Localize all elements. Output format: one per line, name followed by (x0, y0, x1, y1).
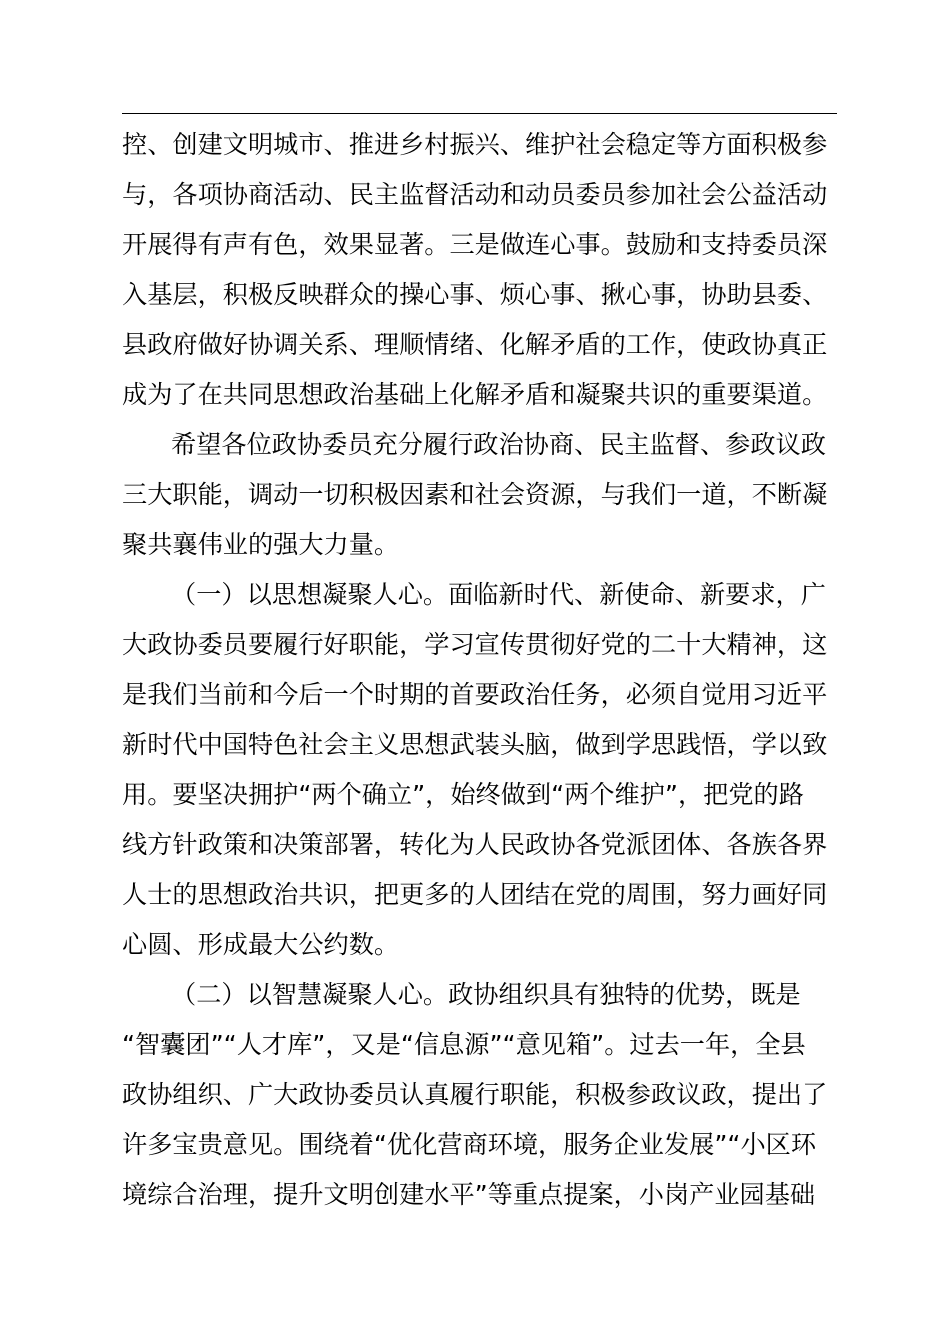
text-line: 境综合治理，提升文明创建水平”等重点提案，小岗产业园基础 (122, 1180, 816, 1209)
text-line: “智囊团”“人才库”，又是“信息源”“意见箱”。过去一年，全县 (122, 1030, 806, 1059)
text-line: 成为了在共同思想政治基础上化解矛盾和凝聚共识的重要渠道。 (122, 380, 828, 409)
text-line: 入基层，积极反映群众的操心事、烦心事、揪心事，协助县委、 (122, 280, 828, 309)
text-line: 新时代中国特色社会主义思想武装头脑，做到学思践悟，学以致 (122, 730, 828, 759)
text-line: 县政府做好协调关系、理顺情绪、化解矛盾的工作，使政协真正 (122, 330, 828, 359)
text-line: 许多宝贵意见。围绕着“优化营商环境，服务企业发展”“小区环 (122, 1130, 817, 1159)
text-line: 人士的思想政治共识，把更多的人团结在党的周围，努力画好同 (122, 880, 828, 909)
text-line: 大政协委员要履行好职能，学习宣传贯彻好党的二十大精神，这 (122, 630, 828, 659)
text-line: 用。要坚决拥护“两个确立”，始终做到“两个维护”，把党的路 (122, 780, 804, 809)
text-line: 控、创建文明城市、推进乡村振兴、维护社会稳定等方面积极参 (122, 130, 828, 159)
text-line: 开展得有声有色，效果显著。三是做连心事。鼓励和支持委员深 (122, 230, 828, 259)
text-line: 线方针政策和决策部署，转化为人民政协各党派团体、各族各界 (122, 830, 828, 859)
paragraph-start-line: 希望各位政协委员充分履行政治协商、民主监督、参政议政 (171, 430, 826, 459)
text-line: 是我们当前和今后一个时期的首要政治任务，必须自觉用习近平 (122, 680, 828, 709)
header-rule (122, 113, 837, 114)
text-line: 聚共襄伟业的强大力量。 (122, 530, 400, 559)
text-line: 三大职能，调动一切积极因素和社会资源，与我们一道，不断凝 (122, 480, 828, 509)
text-line: 与，各项协商活动、民主监督活动和动员委员参加社会公益活动 (122, 180, 828, 209)
text-line: 政协组织、广大政协委员认真履行职能，积极参政议政，提出了 (122, 1080, 828, 1109)
paragraph-start-line: （二）以智慧凝聚人心。政协组织具有独特的优势，既是 (171, 980, 801, 1009)
paragraph-start-line: （一）以思想凝聚人心。面临新时代、新使命、新要求，广 (171, 580, 826, 609)
text-line: 心圆、形成最大公约数。 (122, 930, 400, 959)
document-body (122, 120, 837, 1220)
